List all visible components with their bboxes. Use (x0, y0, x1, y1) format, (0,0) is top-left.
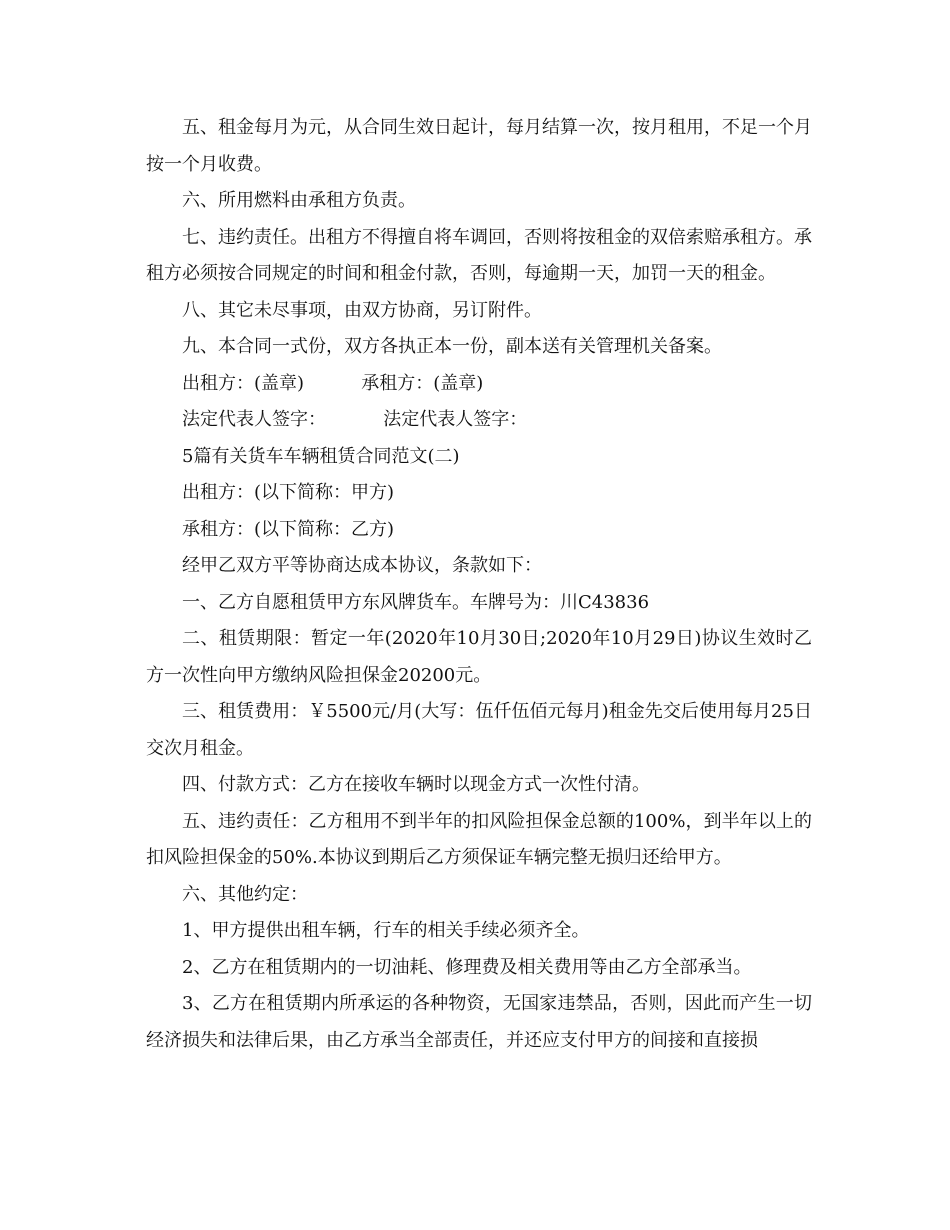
clause-item-2: 2、乙方在租赁期内的一切油耗、修理费及相关费用等由乙方全部承当。 (182, 956, 752, 978)
paragraph-rent-terms: 五、租金每月为元，从合同生效日起计，每月结算一次，按月租用，不足一个月按一个月收费。 (146, 117, 812, 175)
paragraph-other-matters: 八、其它未尽事项，由双方协商，另订附件。 (182, 299, 542, 321)
clause-item-1: 1、甲方提供出租车辆，行车的相关手续必须齐全。 (182, 920, 590, 941)
clause-vehicle: 一、乙方自愿租赁甲方东风牌货车。车牌号为：川C43836 (182, 591, 650, 613)
paragraph-fuel: 六、所用燃料由承租方负责。 (182, 190, 416, 211)
paragraph-breach-liability: 七、违约责任。出租方不得擅自将车调回，否则将按租金的双倍索赔承租方。承租方必须按合同规定的时间和租金付款，否则，每逾期一天，加罚一天的租金。 (146, 226, 812, 284)
clause-breach: 五、违约责任：乙方租用不到半年的扣风险担保金总额的100%，到半年以上的扣风险担保金的50%.本协议到期后乙方须保证车辆完整无损归还给甲方。 (146, 810, 812, 868)
signature-line-representative: 法定代表人签字： 法定代表人签字： (182, 409, 528, 430)
clause-other-heading: 六、其他约定： (182, 883, 308, 905)
signature-line-seal: 出租方：(盖章) 承租方：(盖章) (182, 372, 484, 394)
agreement-intro: 经甲乙双方平等协商达成本协议，条款如下： (182, 555, 542, 576)
clause-item-3: 3、乙方在租赁期内所承运的各种物资，无国家违禁品，否则，因此而产生一切经济损失和法律后果，由乙方承当全部责任，并还应支付甲方的间接和直接损 (146, 993, 812, 1051)
clause-lease-fee: 三、租赁费用：￥5500元/月(大写：伍仟伍佰元每月)租金先交后使用每月25日交次月租金。 (146, 701, 812, 759)
clause-lease-term: 二、租赁期限：暂定一年(2020年10月30日;2020年10月29日)协议生效时乙方一次性向甲方缴纳风险担保金20200元。 (146, 628, 812, 686)
document-body (146, 110, 812, 1059)
party-lessee: 承租方：(以下简称：乙方) (182, 518, 395, 540)
party-lessor: 出租方：(以下简称：甲方) (182, 482, 395, 503)
clause-payment: 四、付款方式：乙方在接收车辆时以现金方式一次性付清。 (182, 774, 650, 795)
section-heading: 5篇有关货车车辆租赁合同范文(二) (182, 445, 460, 467)
paragraph-copies: 九、本合同一式份，双方各执正本一份，副本送有关管理机关备案。 (182, 336, 722, 357)
